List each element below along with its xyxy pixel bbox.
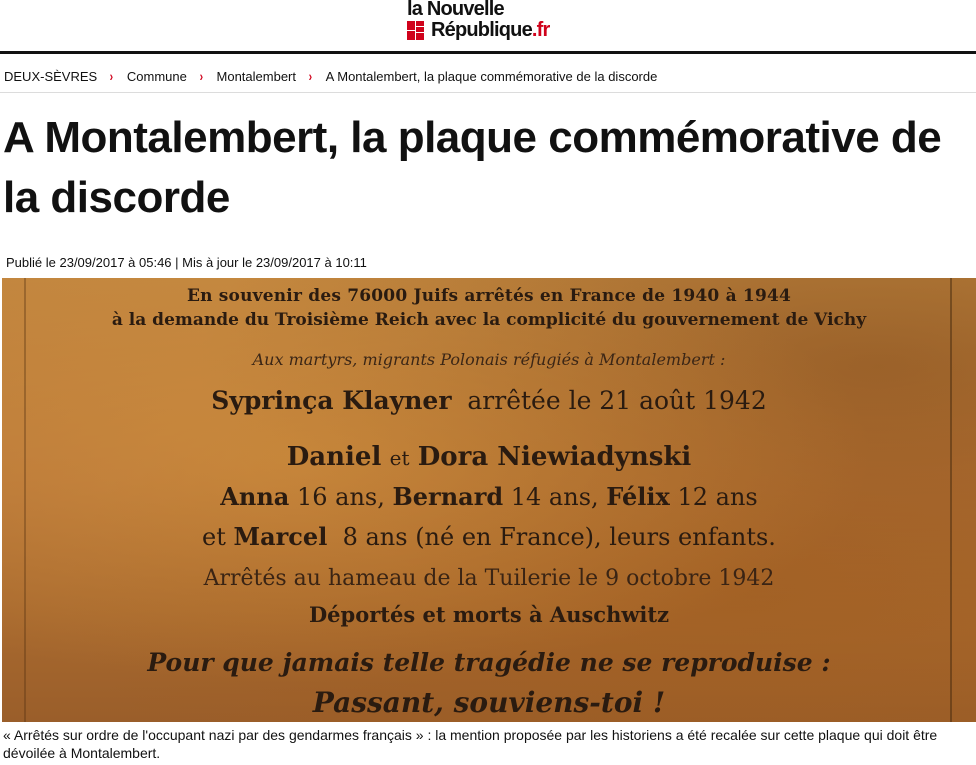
logo-suffix: .fr	[531, 19, 550, 41]
plaque-line: Passant, souviens-toi !	[312, 686, 666, 719]
plaque-text-part: arrêtée le 21 août 1942	[467, 386, 767, 415]
breadcrumb-divider	[0, 92, 976, 93]
breadcrumb-current: A Montalembert, la plaque commémorative de la discorde	[325, 68, 658, 84]
site-logo[interactable]	[405, 0, 585, 46]
plaque-line: Déportés et morts à Auschwitz	[308, 602, 670, 627]
breadcrumb-chevron-icon: ›	[199, 68, 203, 84]
plaque-text-part: 8 ans (né en France), leurs enfants.	[342, 523, 776, 551]
plaque-name: Bernard	[392, 482, 504, 511]
plaque-name: Dora Niewiadynski	[417, 442, 692, 472]
plaque-name: Félix	[606, 482, 670, 511]
logo-main: République	[431, 19, 532, 41]
plaque-text-part: et	[389, 446, 410, 470]
plaque-name: Marcel	[233, 522, 328, 551]
plaque-line: En souvenir des 76000 Juifs arrêtés en France de 1940 à 1944	[186, 286, 792, 306]
breadcrumb-montalembert[interactable]: Montalembert	[216, 68, 296, 84]
plaque-line: à la demande du Troisième Reich avec la complicité du gouvernement de Vichy	[111, 310, 867, 330]
breadcrumb-commune[interactable]: Commune	[126, 68, 187, 84]
plaque-name: Syprinça Klayner	[211, 386, 452, 415]
plaque-text-part: 12 ans	[677, 483, 758, 511]
breadcrumb-chevron-icon: ›	[109, 68, 114, 84]
logo-line1: la Nouvelle	[407, 0, 504, 20]
plaque-line: Aux martyrs, migrants Polonais réfugiés à Montalembert :	[252, 350, 726, 369]
plaque-text-part: et	[202, 523, 226, 551]
plaque-text-part: 16 ans,	[296, 483, 385, 511]
breadcrumb	[4, 66, 657, 86]
breadcrumb-chevron-icon: ›	[308, 68, 313, 84]
article-photo	[2, 278, 976, 722]
logo-mark-icon	[407, 21, 425, 41]
plaque-line	[2, 442, 976, 472]
plaque-text-part: 14 ans,	[510, 483, 599, 511]
plaque-line	[2, 386, 976, 415]
header-divider	[0, 51, 976, 54]
plaque-line	[2, 482, 976, 511]
plaque-name: Anna	[220, 482, 290, 511]
publish-meta: Publié le 23/09/2017 à 05:46 | Mis à jour le 23/09/2017 à 10:11	[6, 255, 367, 270]
logo-line2	[431, 19, 550, 42]
site-header	[0, 0, 976, 52]
plaque-line	[2, 522, 976, 551]
page-title: A Montalembert, la plaque commémorative de la discorde	[3, 113, 942, 222]
plaque-name: Daniel	[286, 442, 382, 472]
breadcrumb-deux-sevres[interactable]: DEUX-SÈVRES	[4, 68, 98, 84]
plaque-line: Pour que jamais telle tragédie ne se reproduise :	[147, 648, 831, 677]
photo-caption: « Arrêtés sur ordre de l'occupant nazi par des gendarmes français » : la mention proposée par les historiens a été recalée sur cette plaque qui doit être dévoilée à Montalembert.	[3, 727, 938, 761]
plaque-line: Arrêtés au hameau de la Tuilerie le 9 octobre 1942	[203, 566, 775, 591]
